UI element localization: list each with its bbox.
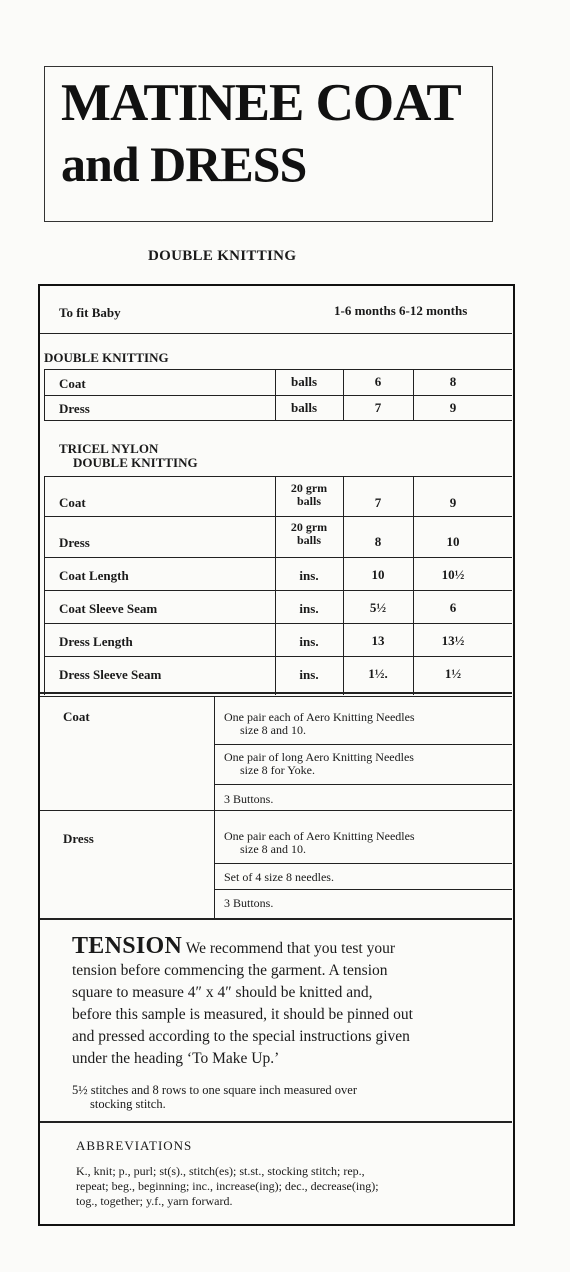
coat-length-unit: ins.	[299, 568, 319, 583]
tension-section	[72, 935, 497, 1070]
tricel-coat-unit-2: balls	[296, 494, 321, 508]
coat-needles-line-2: size 8 and 10.	[240, 723, 306, 737]
tricel-dress-size2: 10	[446, 534, 460, 549]
divider	[343, 476, 344, 695]
divider	[413, 476, 414, 695]
dk-dress-label: Dress	[59, 401, 90, 416]
coat-length-label: Coat Length	[59, 568, 129, 583]
coat-length-size2: 10½	[441, 567, 465, 582]
coat-long-needles-line-2: size 8 for Yoke.	[240, 763, 315, 777]
tricel-coat-size2: 9	[449, 495, 457, 510]
tricel-coat-unit-1: 20 grm	[290, 481, 328, 495]
divider	[44, 623, 512, 624]
dress-needles-line-1: One pair each of Aero Knitting Needles	[224, 829, 415, 843]
tension-line-3: square to measure 4″ x 4″ should be knitted and,	[72, 984, 373, 1001]
abbreviations-line-1: K., knit; p., purl; st(s)., stitch(es); st.st., stocking stitch; rep.,	[76, 1164, 365, 1178]
dress-length-size2: 13½	[441, 633, 465, 648]
dress-length-size1: 13	[371, 633, 385, 648]
coat-sleeve-unit: ins.	[299, 601, 319, 616]
tension-heading: TENSION	[72, 933, 183, 959]
dress-sleeve-label: Dress Sleeve Seam	[59, 667, 162, 682]
tension-note-line-2: stocking stitch.	[90, 1097, 166, 1111]
divider	[40, 1121, 512, 1123]
dress-sleeve-size2: 1½	[444, 666, 462, 681]
tricel-coat-label: Coat	[59, 495, 86, 510]
abbreviations-title: ABBREVIATIONS	[76, 1138, 193, 1153]
divider	[40, 333, 512, 334]
divider	[44, 590, 512, 591]
page-title-line-1: MATINEE COAT	[61, 74, 461, 132]
dress-sleeve-size1: 1½.	[368, 666, 388, 681]
materials-coat-label: Coat	[63, 709, 90, 724]
divider	[44, 476, 512, 477]
tension-line-5: and pressed according to the special instructions given	[72, 1028, 410, 1045]
divider	[40, 810, 512, 811]
coat-sleeve-size2: 6	[449, 600, 457, 615]
materials-dress-label: Dress	[63, 831, 94, 846]
tension-note-line-1: 5½ stitches and 8 rows to one square inch measured over	[72, 1083, 357, 1097]
coat-sleeve-label: Coat Sleeve Seam	[59, 601, 158, 616]
divider	[275, 369, 276, 420]
tension-line-4: before this sample is measured, it should be pinned out	[72, 1006, 413, 1023]
tricel-dress-unit-2: balls	[296, 533, 321, 547]
divider	[40, 918, 512, 920]
divider	[40, 692, 512, 694]
dress-length-label: Dress Length	[59, 634, 133, 649]
divider	[44, 476, 45, 695]
abbreviations-line-3: tog., together; y.f., yarn forward.	[76, 1194, 233, 1208]
dk-dress-unit: balls	[291, 400, 318, 415]
tension-line-6: under the heading ‘To Make Up.’	[72, 1050, 280, 1067]
tension-line-2: tension before commencing the garment. A tension	[72, 962, 388, 979]
dk-dress-size1: 7	[374, 400, 382, 415]
section-tricel-line-2: DOUBLE KNITTING	[73, 455, 198, 470]
dk-coat-size2: 8	[449, 374, 457, 389]
divider	[214, 784, 512, 785]
tension-note	[72, 1083, 492, 1111]
divider	[44, 656, 512, 657]
abbreviations-body	[76, 1164, 501, 1209]
coat-sleeve-size1: 5½	[369, 600, 387, 615]
divider	[44, 420, 512, 421]
tension-line-1: We recommend that you test your	[185, 940, 395, 957]
section-double-knitting: DOUBLE KNITTING	[44, 350, 169, 365]
divider	[275, 476, 276, 695]
divider	[214, 889, 512, 890]
coat-needles-line-1: One pair each of Aero Knitting Needles	[224, 710, 415, 724]
tricel-coat-size1: 7	[374, 495, 382, 510]
divider	[214, 744, 512, 745]
dress-sleeve-unit: ins.	[299, 667, 319, 682]
tricel-dress-unit-1: 20 grm	[290, 520, 328, 534]
dk-dress-size2: 9	[449, 400, 457, 415]
size-label: To fit Baby	[59, 305, 121, 320]
coat-buttons: 3 Buttons.	[224, 792, 274, 806]
size-range: 1-6 months 6-12 months	[334, 303, 468, 318]
dress-length-unit: ins.	[299, 634, 319, 649]
divider	[40, 696, 512, 697]
title-box	[44, 66, 493, 222]
dk-coat-label: Coat	[59, 376, 86, 391]
page-title-line-2: and DRESS	[61, 136, 307, 192]
divider	[343, 369, 344, 420]
divider	[44, 557, 512, 558]
dress-buttons: 3 Buttons.	[224, 896, 274, 910]
tricel-dress-label: Dress	[59, 535, 90, 550]
divider	[44, 369, 512, 370]
divider	[214, 863, 512, 864]
dress-set-needles: Set of 4 size 8 needles.	[224, 870, 334, 884]
coat-long-needles-line-1: One pair of long Aero Knitting Needles	[224, 750, 414, 764]
tricel-dress-size1: 8	[374, 534, 382, 549]
divider	[44, 516, 512, 517]
dk-coat-unit: balls	[291, 374, 318, 389]
divider	[214, 697, 215, 919]
abbreviations-line-2: repeat; beg., beginning; inc., increase(ing); dec., decrease(ing);	[76, 1179, 379, 1193]
divider	[413, 369, 414, 420]
coat-length-size1: 10	[371, 567, 385, 582]
section-tricel-line-1: TRICEL NYLON	[59, 441, 159, 456]
divider	[44, 395, 512, 396]
divider	[44, 369, 45, 420]
dress-needles-line-2: size 8 and 10.	[240, 842, 306, 856]
subtitle: DOUBLE KNITTING	[148, 248, 297, 264]
dk-coat-size1: 6	[374, 374, 382, 389]
